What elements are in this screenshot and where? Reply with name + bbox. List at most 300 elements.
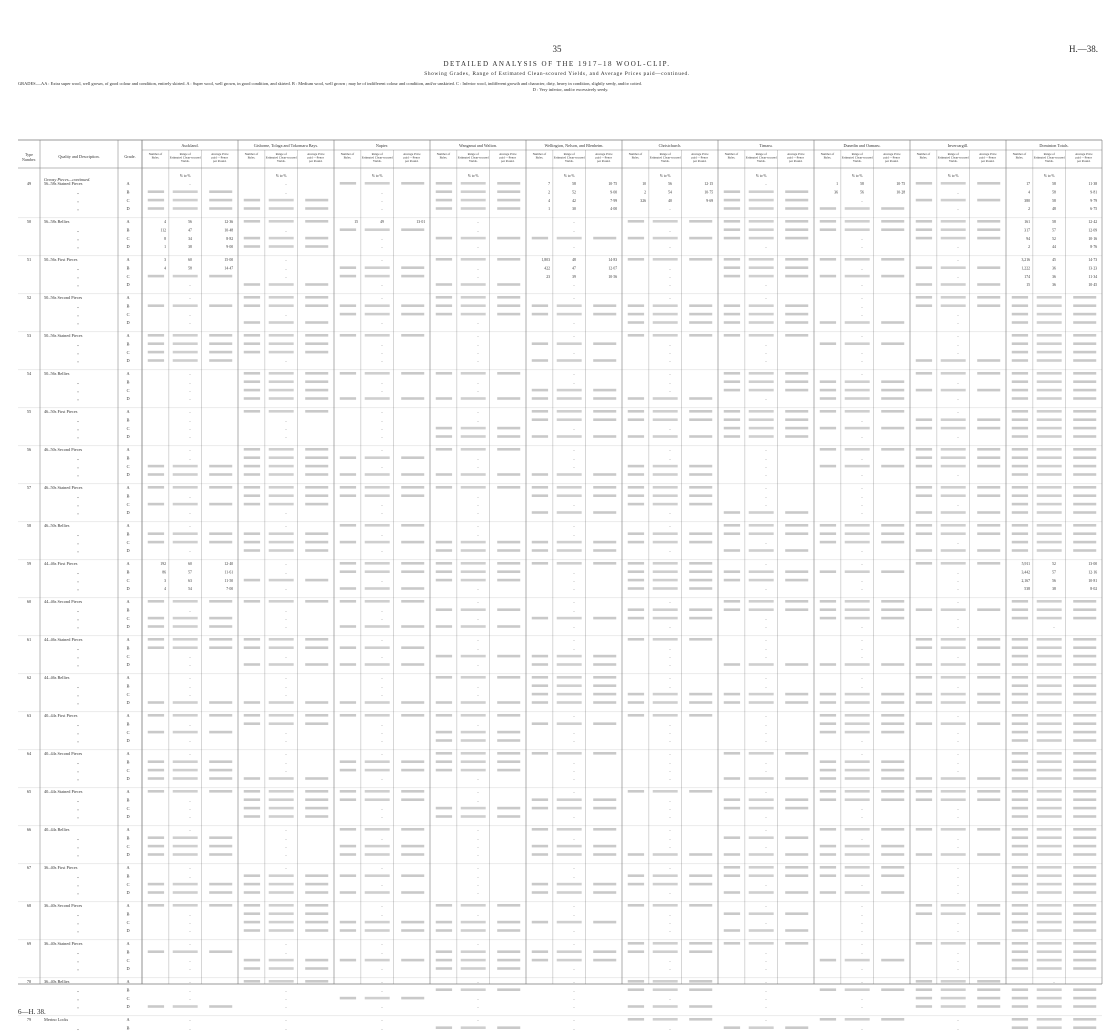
sub-column-header: Average Price — [1075, 152, 1093, 156]
cell-bales-mark — [244, 883, 260, 886]
cell-bales-mark — [436, 701, 452, 704]
cell-price-mark — [497, 190, 520, 193]
cell-bales-mark — [244, 701, 260, 704]
cell-bales-mark — [916, 912, 932, 915]
cell-yield-mark — [653, 410, 678, 413]
cell-bales-mark — [148, 465, 164, 468]
cell-bales-mark — [820, 731, 836, 734]
empty-cell-dots: .. — [861, 562, 863, 566]
ditto-mark: „ — [77, 320, 79, 326]
grade-letter: B — [126, 1025, 130, 1031]
empty-cell-dots: .. — [957, 570, 959, 575]
cell-yield-mark — [941, 524, 966, 527]
sub-column-header: Estimated Clean-scoured — [841, 155, 873, 160]
cell-bales-mark — [340, 921, 356, 924]
grade-letter: A — [126, 903, 130, 908]
empty-cell-dots: .. — [477, 524, 479, 528]
type-description: 50–56s First Pieces — [44, 257, 78, 262]
empty-cell-dots: .. — [381, 654, 383, 659]
cell-yield-mark — [845, 608, 870, 611]
cell-yield-mark — [749, 389, 774, 392]
empty-cell-dots: .. — [957, 760, 959, 765]
grade-letter: A — [126, 219, 130, 224]
cell-bales-mark — [532, 410, 548, 413]
cell-price-mark — [977, 912, 1000, 915]
cell-price-mark — [785, 853, 808, 856]
cell-price-mark — [593, 304, 616, 307]
percent-unit-label: % to % — [467, 174, 479, 178]
empty-cell-dots: .. — [285, 587, 287, 592]
cell-yield-mark — [941, 418, 966, 421]
cell-bales-mark — [340, 929, 356, 932]
cell-yield-mark — [1037, 752, 1062, 755]
cell-bales-mark — [916, 532, 932, 535]
cell-bales-mark — [628, 313, 644, 316]
grade-letter: A — [126, 675, 130, 680]
empty-cell-dots: .. — [669, 654, 671, 659]
cell-bales-mark — [724, 207, 740, 210]
empty-cell-dots: .. — [285, 426, 287, 431]
cell-yield-mark — [749, 524, 774, 527]
grade-letter: D — [126, 586, 130, 592]
cell-yield-mark — [749, 410, 774, 413]
cell-yield-range: 52 — [572, 190, 576, 195]
cell-price-mark — [1073, 503, 1096, 506]
cell-yield-mark — [269, 714, 294, 717]
cell-bales-mark — [820, 760, 836, 763]
cell-yield-mark — [269, 321, 294, 324]
cell-yield-mark — [365, 570, 390, 573]
empty-cell-dots: .. — [285, 942, 287, 946]
cell-yield-mark — [653, 465, 678, 468]
empty-cell-dots: .. — [861, 1026, 863, 1031]
cell-yield-mark — [461, 1026, 486, 1029]
grade-letter: A — [126, 447, 130, 452]
empty-cell-dots: .. — [861, 920, 863, 925]
cell-yield-mark — [269, 904, 294, 907]
cell-yield-mark — [557, 655, 582, 658]
empty-cell-dots: .. — [765, 904, 767, 908]
cell-yield-mark — [749, 190, 774, 193]
cell-price-mark — [881, 275, 904, 278]
cell-price: 13·01 — [416, 220, 426, 224]
cell-yield-mark — [557, 562, 582, 565]
empty-cell-dots: .. — [573, 996, 575, 1001]
cell-price-mark — [401, 769, 424, 772]
cell-price: 11·38 — [1088, 182, 1098, 186]
cell-bales-mark — [244, 967, 260, 970]
cell-bales-mark — [340, 494, 356, 497]
cell-price-mark — [689, 418, 712, 421]
cell-yield-mark — [557, 549, 582, 552]
empty-cell-dots: .. — [861, 882, 863, 887]
cell-yield-range: 56 — [668, 182, 672, 186]
cell-yield-mark — [749, 313, 774, 316]
cell-yield-mark — [749, 199, 774, 202]
cell-price-mark — [497, 562, 520, 565]
cell-yield-mark — [653, 486, 678, 489]
cell-price-mark — [1073, 321, 1096, 324]
cell-yield-mark — [1037, 769, 1062, 772]
cell-price-mark — [305, 874, 328, 877]
cell-price-mark — [593, 435, 616, 438]
cell-yield-range: 34 — [188, 236, 192, 241]
grades-legend-line-2: D : Very inferior, and/or excessively seedy. — [532, 87, 609, 92]
empty-cell-dots: .. — [285, 435, 287, 440]
empty-cell-dots: .. — [669, 600, 671, 604]
cell-yield-mark — [941, 494, 966, 497]
cell-bales-mark — [1012, 359, 1028, 362]
ditto-mark: „ — [77, 1004, 79, 1010]
cell-price-mark — [1073, 942, 1096, 945]
cell-yield-mark — [1037, 321, 1062, 324]
cell-yield-mark — [845, 760, 870, 763]
empty-cell-dots: .. — [573, 283, 575, 288]
cell-yield-range: 52 — [1052, 236, 1056, 241]
empty-cell-dots: .. — [669, 996, 671, 1001]
cell-yield-mark — [173, 638, 198, 641]
cell-price-mark — [497, 769, 520, 772]
cell-bales-mark — [820, 790, 836, 793]
cell-bales-mark — [1012, 693, 1028, 696]
cell-price-mark — [593, 342, 616, 345]
cell-bales-mark — [244, 815, 260, 818]
cell-yield-range: 58 — [1052, 182, 1056, 186]
cell-bales-mark — [820, 524, 836, 527]
cell-price-mark — [881, 389, 904, 392]
cell-bales-mark — [244, 579, 260, 582]
cell-bales-mark — [1012, 334, 1028, 337]
cell-price: 12·16 — [1088, 570, 1098, 575]
cell-yield-mark — [1037, 435, 1062, 438]
empty-cell-dots: .. — [957, 587, 959, 592]
cell-price-mark — [689, 1005, 712, 1008]
cell-yield-range: 57 — [1052, 570, 1056, 575]
empty-cell-dots: .. — [381, 342, 383, 347]
cell-price-mark — [689, 562, 712, 565]
cell-bales-mark — [340, 397, 356, 400]
cell-price-mark — [689, 304, 712, 307]
cell-yield-mark — [653, 980, 678, 983]
cell-bales-mark — [148, 359, 164, 362]
cell-yield-mark — [269, 600, 294, 603]
type-number: 49 — [26, 181, 32, 186]
cell-bales-mark — [340, 228, 356, 231]
cell-yield-mark — [173, 853, 198, 856]
cell-price-mark — [497, 967, 520, 970]
sub-column-header: Estimated Clean-scoured — [649, 155, 681, 160]
empty-cell-dots: .. — [573, 646, 575, 651]
cell-bales-mark — [340, 486, 356, 489]
empty-cell-dots: .. — [477, 410, 479, 414]
cell-bales-mark — [1012, 549, 1028, 552]
cell-yield-mark — [461, 701, 486, 704]
cell-bales-mark — [724, 853, 740, 856]
cell-yield-mark — [941, 456, 966, 459]
ditto-mark: „ — [77, 396, 79, 402]
empty-cell-dots: .. — [573, 464, 575, 469]
grade-letter: B — [126, 455, 130, 461]
empty-cell-dots: .. — [765, 397, 767, 402]
cell-price-mark — [1073, 967, 1096, 970]
cell-price-mark — [497, 714, 520, 717]
cell-bales-mark — [340, 997, 356, 1000]
ditto-mark: „ — [77, 843, 79, 849]
cell-yield-mark — [269, 503, 294, 506]
cell-price-mark — [1073, 904, 1096, 907]
cell-yield-mark — [749, 874, 774, 877]
empty-cell-dots: .. — [669, 663, 671, 668]
empty-cell-dots: .. — [765, 448, 767, 452]
empty-cell-dots: .. — [477, 600, 479, 604]
empty-cell-dots: .. — [765, 342, 767, 347]
empty-cell-dots: .. — [861, 1005, 863, 1010]
cell-yield-mark — [557, 798, 582, 801]
cell-yield-mark — [461, 929, 486, 932]
empty-cell-dots: .. — [765, 768, 767, 773]
cell-bales-mark — [244, 532, 260, 535]
cell-price-mark — [977, 904, 1000, 907]
empty-cell-dots: .. — [477, 350, 479, 355]
grade-letter: C — [126, 957, 130, 963]
cell-yield-mark — [941, 199, 966, 202]
cell-price-mark — [689, 988, 712, 991]
empty-cell-dots: .. — [861, 739, 863, 744]
empty-cell-dots: .. — [381, 836, 383, 841]
empty-cell-dots: .. — [381, 190, 383, 195]
cell-yield-mark — [557, 921, 582, 924]
empty-cell-dots: .. — [285, 274, 287, 279]
cell-price: 11·61 — [224, 570, 234, 575]
cell-bales-mark — [148, 275, 164, 278]
empty-cell-dots: .. — [861, 587, 863, 592]
ditto-mark: „ — [77, 531, 79, 537]
cell-bales-mark — [724, 663, 740, 666]
cell-bales-mark — [628, 237, 644, 240]
cell-bales-mark — [724, 866, 740, 869]
type-number: 61 — [26, 637, 32, 642]
cell-yield-mark — [941, 427, 966, 430]
empty-cell-dots: .. — [957, 836, 959, 841]
cell-yield-mark — [365, 541, 390, 544]
sub-column-header: Range of — [275, 152, 287, 156]
cell-price: 12·07 — [608, 266, 618, 271]
cell-yield-range: 56 — [860, 190, 864, 195]
cell-bales-mark — [820, 397, 836, 400]
empty-cell-dots: .. — [285, 562, 287, 566]
cell-bales-mark — [1012, 511, 1028, 514]
empty-cell-dots: .. — [765, 486, 767, 490]
cell-yield-mark — [653, 853, 678, 856]
cell-yield-mark — [1037, 418, 1062, 421]
cell-bales-mark — [244, 874, 260, 877]
empty-cell-dots: .. — [381, 296, 383, 300]
cell-yield-mark — [845, 465, 870, 468]
empty-cell-dots: .. — [477, 853, 479, 858]
cell-price-mark — [689, 570, 712, 573]
empty-cell-dots: .. — [765, 920, 767, 925]
cell-yield-mark — [845, 207, 870, 210]
cell-price-mark — [593, 359, 616, 362]
grade-letter: D — [126, 814, 130, 820]
cell-bales-mark — [436, 904, 452, 907]
cell-bales-mark — [820, 988, 836, 991]
grade-letter: C — [126, 425, 130, 431]
cell-price-mark — [689, 980, 712, 983]
cell-bales-mark — [1012, 752, 1028, 755]
sub-column-header: Range of — [659, 152, 671, 156]
district-name: Wellington, Nelson, and Blenheim. — [544, 143, 604, 148]
empty-cell-dots: .. — [477, 1005, 479, 1010]
cell-yield-mark — [941, 372, 966, 375]
empty-cell-dots: .. — [381, 967, 383, 972]
empty-cell-dots: .. — [669, 676, 671, 680]
cell-bales-mark — [724, 579, 740, 582]
cell-price-mark — [1073, 777, 1096, 780]
empty-cell-dots: .. — [861, 646, 863, 651]
cell-bales-mark — [628, 321, 644, 324]
cell-yield-mark — [941, 980, 966, 983]
cell-yield-mark — [749, 777, 774, 780]
cell-bales-mark — [340, 714, 356, 717]
cell-price-mark — [305, 199, 328, 202]
cell-price-mark — [401, 304, 424, 307]
cell-yield-range: 47 — [188, 228, 192, 233]
cell-price-mark — [689, 693, 712, 696]
cell-price: 9·00 — [226, 245, 234, 250]
cell-bales: 8 — [164, 236, 166, 241]
cell-yield-range: 58 — [188, 266, 192, 271]
cell-price-mark — [881, 570, 904, 573]
empty-cell-dots: .. — [573, 714, 575, 718]
cell-bales-mark — [628, 410, 644, 413]
cell-price-mark — [497, 486, 520, 489]
cell-bales-mark — [724, 752, 740, 755]
cell-yield-mark — [845, 853, 870, 856]
cell-price-mark — [689, 473, 712, 476]
cell-price-mark — [1073, 410, 1096, 413]
cell-price-mark — [977, 980, 1000, 983]
cell-bales-mark — [916, 456, 932, 459]
cell-price-mark — [1073, 929, 1096, 932]
cell-yield-mark — [461, 676, 486, 679]
cell-bales-mark — [436, 435, 452, 438]
cell-yield-mark — [1037, 942, 1062, 945]
ditto-mark: „ — [77, 206, 79, 212]
empty-cell-dots: .. — [477, 1018, 479, 1022]
type-description: 40–44s Stained Pieces — [44, 789, 83, 794]
cell-price-mark — [689, 701, 712, 704]
cell-bales: 4 — [548, 198, 550, 203]
empty-cell-dots: .. — [573, 321, 575, 326]
cell-bales-mark — [1012, 397, 1028, 400]
cell-yield-mark — [365, 798, 390, 801]
empty-cell-dots: .. — [957, 882, 959, 887]
cell-yield-range: 47 — [572, 266, 576, 271]
cell-bales-mark — [244, 389, 260, 392]
cell-bales-mark — [1012, 427, 1028, 430]
sub-column-header: Estimated Clean-scoured — [553, 155, 585, 160]
empty-cell-dots: .. — [957, 1026, 959, 1031]
cell-yield-mark — [749, 207, 774, 210]
cell-yield-mark — [1037, 921, 1062, 924]
empty-cell-dots: .. — [285, 608, 287, 613]
cell-bales-mark — [1012, 608, 1028, 611]
cell-bales-mark — [916, 980, 932, 983]
cell-yield-range: 38 — [1052, 587, 1056, 592]
empty-cell-dots: .. — [477, 882, 479, 887]
empty-cell-dots: .. — [765, 494, 767, 499]
empty-cell-dots: .. — [861, 942, 863, 946]
cell-price-mark — [881, 448, 904, 451]
cell-price-mark — [401, 891, 424, 894]
cell-yield-mark — [461, 541, 486, 544]
cell-price-mark — [977, 448, 1000, 451]
cell-yield-mark — [941, 722, 966, 725]
empty-cell-dots: .. — [669, 866, 671, 870]
cell-price-mark — [305, 549, 328, 552]
empty-cell-dots: .. — [573, 456, 575, 461]
cell-yield-mark — [1037, 359, 1062, 362]
cell-bales-mark — [148, 625, 164, 628]
grade-letter: C — [126, 463, 130, 469]
empty-cell-dots: .. — [477, 464, 479, 469]
ditto-mark: „ — [77, 1025, 79, 1031]
cell-price-mark — [1073, 693, 1096, 696]
sub-column-header: Yields. — [276, 159, 286, 164]
cell-price-mark — [1073, 448, 1096, 451]
cell-price-mark — [1073, 701, 1096, 704]
sub-column-header: paid —Pence — [211, 155, 229, 160]
empty-cell-dots: .. — [189, 692, 191, 697]
cell-price-mark — [1073, 655, 1096, 658]
cell-price-mark — [1073, 511, 1096, 514]
cell-bales-mark — [916, 511, 932, 514]
empty-cell-dots: .. — [477, 334, 479, 338]
ditto-mark: „ — [77, 577, 79, 583]
cell-bales-mark — [916, 389, 932, 392]
sub-column-header: paid —Pence — [307, 155, 325, 160]
cell-yield-mark — [845, 769, 870, 772]
empty-cell-dots: .. — [957, 806, 959, 811]
cell-bales-mark — [532, 494, 548, 497]
cell-yield-mark — [173, 760, 198, 763]
cell-bales-mark — [1012, 769, 1028, 772]
cell-bales-mark — [916, 372, 932, 375]
type-number: 64 — [26, 751, 32, 756]
cell-yield-mark — [1037, 663, 1062, 666]
cell-yield-mark — [653, 988, 678, 991]
cell-price: 12·36 — [224, 220, 234, 224]
cell-yield-mark — [1037, 524, 1062, 527]
cell-yield-mark — [1037, 465, 1062, 468]
cell-bales-mark — [532, 486, 548, 489]
cell-yield-mark — [557, 883, 582, 886]
sub-column-header: Yields. — [756, 159, 766, 164]
cell-bales-mark — [148, 600, 164, 603]
cell-bales: 36 — [834, 190, 838, 195]
ditto-mark: „ — [77, 949, 79, 955]
cell-bales-mark — [244, 380, 260, 383]
cell-bales-mark — [532, 473, 548, 476]
cell-bales-mark — [628, 435, 644, 438]
empty-cell-dots: .. — [381, 815, 383, 820]
cell-yield-mark — [653, 790, 678, 793]
empty-cell-dots: .. — [189, 410, 191, 414]
cell-bales-mark — [340, 313, 356, 316]
cell-bales-mark — [244, 503, 260, 506]
cell-yield-mark — [653, 313, 678, 316]
